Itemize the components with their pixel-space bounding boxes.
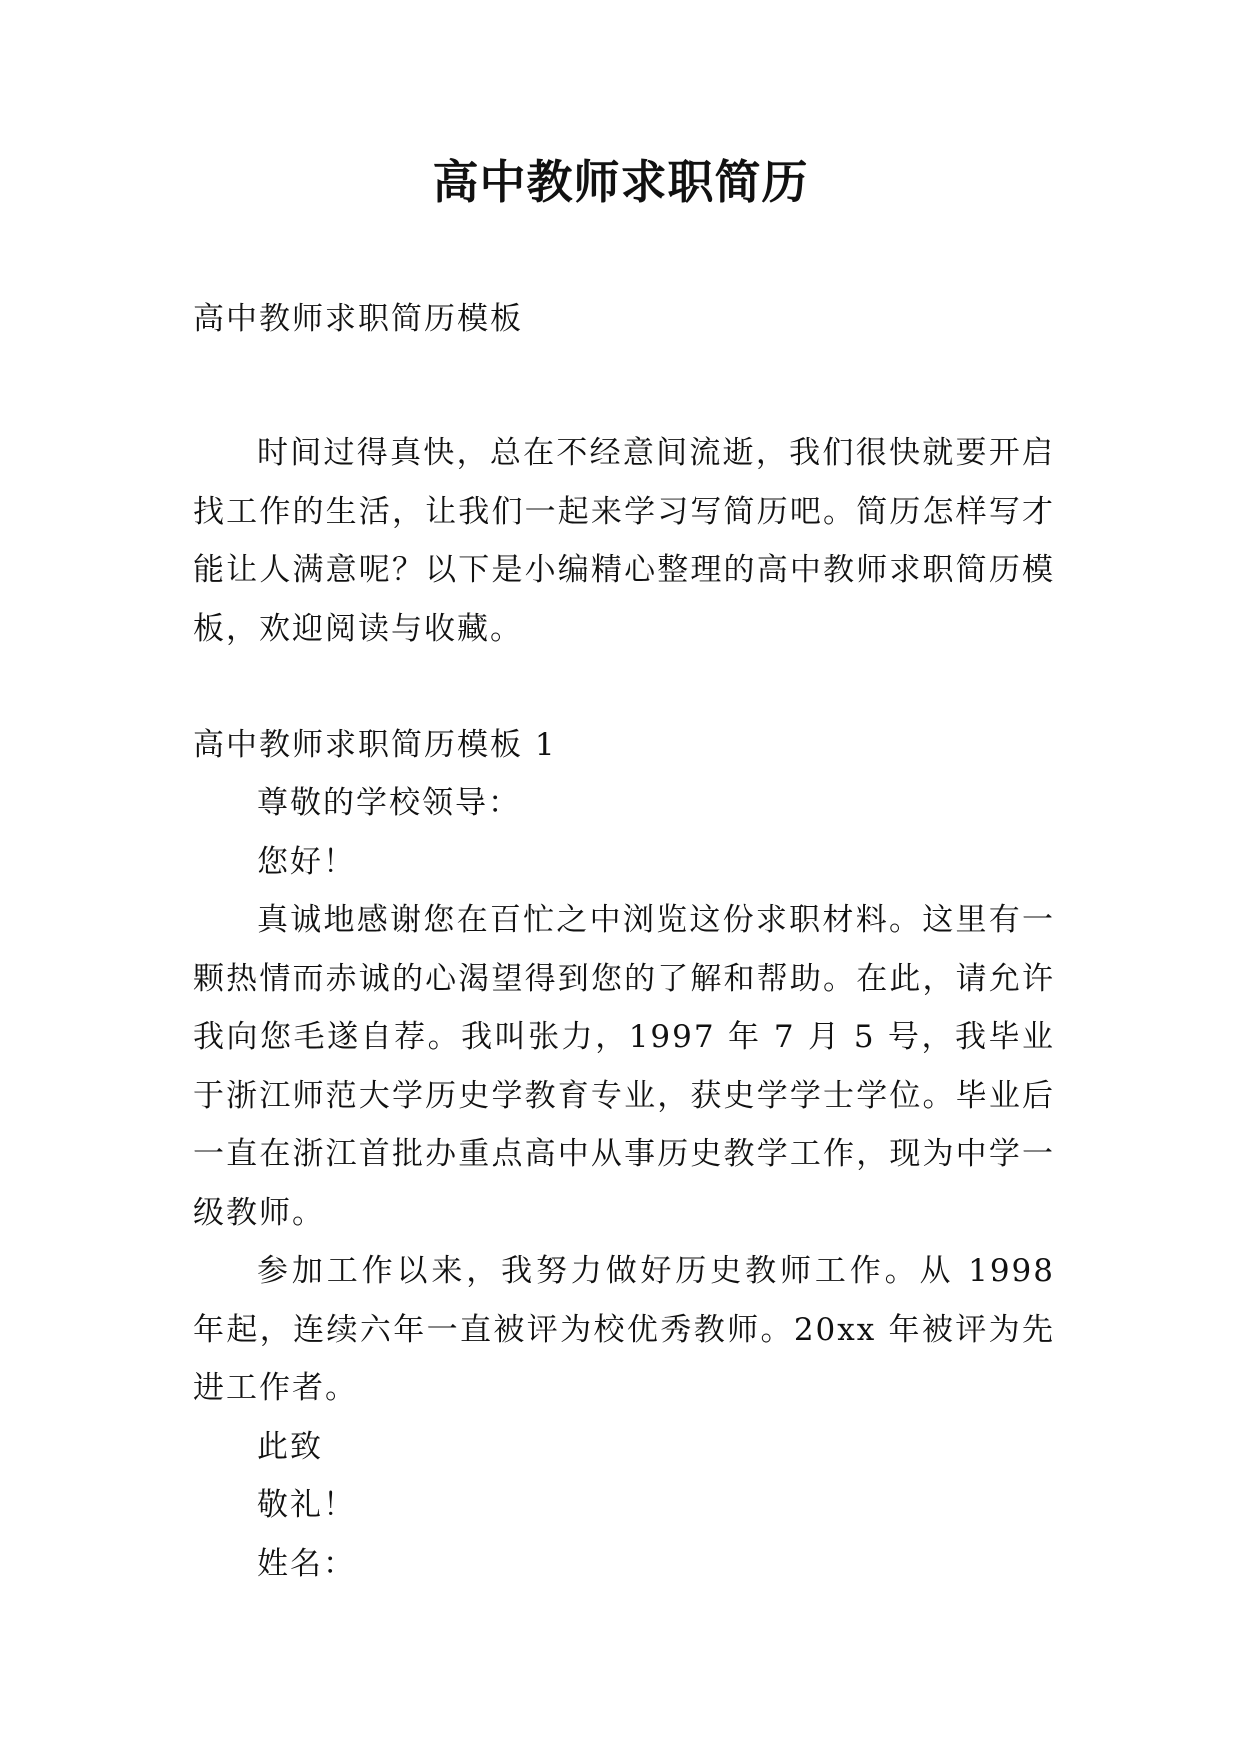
document-body: [193, 290, 1055, 1593]
closing-line-1: 此致: [257, 1428, 323, 1465]
spacer: [193, 348, 1055, 406]
section-heading: 高中教师求职简历模板 1: [193, 727, 557, 763]
document-title: 高中教师求职简历: [432, 155, 809, 209]
salutation: 尊敬的学校领导：: [257, 785, 521, 821]
document-subtitle: 高中教师求职简历模板: [193, 301, 523, 337]
body-paragraph-2: 参加工作以来，我努力做好历史教师工作。从 1998 年起，连续六年一直被评为校优秀教师。20xx 年被评为先进工作者。: [193, 1253, 1055, 1406]
greeting: 您好！: [257, 843, 356, 880]
intro-paragraph: 时间过得真快，总在不经意间流逝，我们很快就要开启找工作的生活，让我们一起来学习写简历吧。简历怎样写才能让人满意呢？以下是小编精心整理的高中教师求职简历模板，欢迎阅读与收藏。: [193, 435, 1055, 647]
spacer: [193, 658, 1055, 716]
name-label: 姓名：: [257, 1545, 356, 1582]
body-paragraph-1: 真诚地感谢您在百忙之中浏览这份求职材料。这里有一颗热情而赤诚的心渴望得到您的了解和帮助。在此，请允许我向您毛遂自荐。我叫张力，1997 年 7 月 5 号，我毕业于浙江师范大学历史学教育专业，获史学学士学位。毕业后一直在浙江首批办重点高中从事历史教学工作，现为中学一级教师。: [193, 902, 1055, 1231]
closing-line-2: 敬礼！: [257, 1487, 356, 1523]
